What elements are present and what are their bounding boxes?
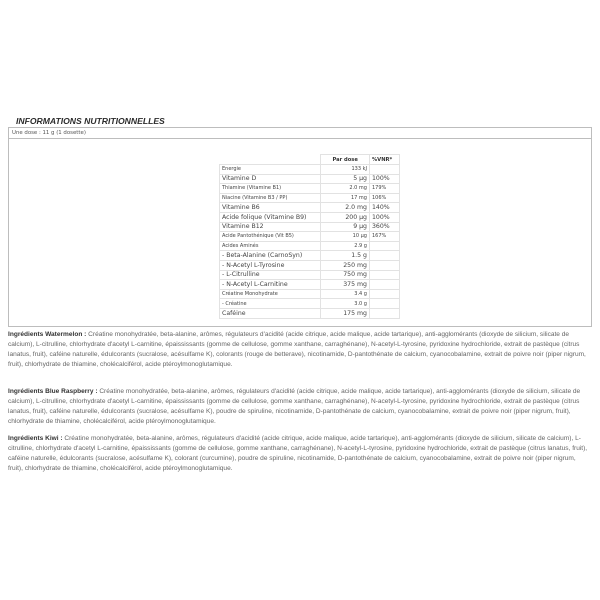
nutrition-row [220,174,400,184]
nutrient-dose: 3.0 g [321,299,370,309]
nutrient-name: Vitamine B6 [220,203,321,213]
nutrient-dose: 133 kJ [321,165,370,175]
nutrient-vnr [369,260,399,270]
nutrient-vnr [369,270,399,280]
nutrition-row [220,289,400,299]
ingredients-kiwi-text: Créatine monohydratée, beta-alanine, arômes, régulateurs d'acidité (acide citrique, acide malique, acide tartarique), anti-agglomérants (dioxyde de silicium, silicate de calcium), L-citrulline, chlorhydrate d'acetyl L-carnitine, épaississants (gomme de cellulose, gomme xanthane, carraghénane), N-acetyl-L-tyrosine, pyridoxine hydrochloride, extrait de pastèque (citrus lanatus, fruit), caféine naturelle, édulcorants (sucralose, acésulfame K), colorant (curcumine), poudre de spiruline, nicotinamide, D-pantothénate de calcium, cyanocobalamine, extrait de poivre noir (piper nigrum, fruit), chlorhydrate de thiamine, cholécalciférol, acide ptéroylmonoglutamique. [8,435,588,472]
nutrient-dose: 9 µg [321,222,370,232]
nutrient-dose: 375 mg [321,280,370,290]
serving-size: Une dose : 11 g (1 dosette) [9,128,591,139]
nutrient-dose: 5 µg [321,174,370,184]
nutrient-name: Thiamine (Vitamine B1) [220,184,321,194]
header-dose: Par dose [321,155,370,165]
nutrition-row [220,308,400,318]
nutrient-dose: 10 µg [321,232,370,242]
ingredients-watermelon [8,330,592,370]
nutrition-section [8,116,592,327]
nutrient-vnr: 100% [369,212,399,222]
nutrient-vnr [369,280,399,290]
ingredients-watermelon-label: Ingrédients Watermelon : [8,331,87,338]
nutrient-dose: 2.9 g [321,241,370,251]
ingredients-blue-raspberry-text: Créatine monohydratée, beta-alanine, arômes, régulateurs d'acidité (acide citrique, acide malique, acide tartarique), anti-agglomérants (dioxyde de silicium, silicate de calcium), L-citrulline, chlorhydrate d'acetyl L-carnitine, épaississants (gomme de cellulose, gomme xanthane, carraghénane), N-acetyl-L-tyrosine, pyridoxine hydrochloride, extrait de pastèque (citrus lanatus, fruit), caféine naturelle, édulcorants (sucralose, acésulfame K), poudre de spiruline, nicotinamide, D-pantothénate de calcium, cyanocobalamine, extrait de poivre noir (piper nigrum, fruit), chlorhydrate de thiamine, cholécalciférol, acide ptéroylmonoglutamique. [8,388,581,425]
nutrient-name: Créatine Monohydrate [220,289,321,299]
nutrition-row [220,232,400,242]
nutrient-name: - Beta-Alanine (CarnoSyn) [220,251,321,261]
ingredients-kiwi-label: Ingrédients Kiwi : [8,435,63,442]
nutrient-name: Acide Pantothénique (Vit B5) [220,232,321,242]
nutrient-dose: 250 mg [321,260,370,270]
ingredients-watermelon-text: Créatine monohydratée, beta-alanine, arômes, régulateurs d'acidité (acide citrique, acide malique, acide tartarique), anti-agglomérants (dioxyde de silicium, silicate de calcium), L-citrulline, chlorhydrate d'acetyl L-carnitine, épaississants (gomme de cellulose, gomme xanthane, carraghénane), N-acetyl-L-tyrosine, pyridoxine hydrochloride, extrait de pastèque (citrus lanatus, fruit), caféine naturelle, édulcorants (sucralose, acésulfame K), colorants (rouge de betterave), nicotinamide, D-pantothénate de calcium, cyanocobalamine, extrait de poivre noir (piper nigrum, fruit), chlorhydrate de thiamine, cholécalciférol, acide ptéroylmonoglutamique. [8,331,586,368]
nutrient-dose: 3.4 g [321,289,370,299]
ingredients-blue-raspberry [8,387,592,427]
nutrient-vnr [369,308,399,318]
nutrition-row [220,260,400,270]
ingredients-blue-raspberry-label: Ingrédients Blue Raspberry : [8,388,98,395]
nutrient-vnr: 167% [369,232,399,242]
nutrition-table-header [220,155,400,165]
nutrient-dose: 750 mg [321,270,370,280]
nutrient-name: Vitamine D [220,174,321,184]
nutrition-table-body [220,165,400,319]
nutrient-vnr: 360% [369,222,399,232]
nutrition-row [220,184,400,194]
nutrition-row [220,193,400,203]
nutrient-name: Energie [220,165,321,175]
nutrient-vnr [369,165,399,175]
header-name [220,155,321,165]
nutrition-box [8,127,592,327]
nutrient-vnr [369,299,399,309]
nutrient-vnr: 100% [369,174,399,184]
nutrition-row [220,280,400,290]
nutrition-row [220,222,400,232]
nutrient-vnr: 140% [369,203,399,213]
nutrient-name: - N-Acetyl L-Carnitine [220,280,321,290]
nutrient-name: Niacine (Vitamine B3 / PP) [220,193,321,203]
nutrient-name: Acides Aminés [220,241,321,251]
nutrient-vnr [369,251,399,261]
nutrient-dose: 2.0 mg [321,203,370,213]
nutrient-name: - N-Acetyl L-Tyrosine [220,260,321,270]
nutrition-row [220,203,400,213]
nutrient-name: Acide folique (Vitamine B9) [220,212,321,222]
nutrient-name: - L-Citrulline [220,270,321,280]
nutrition-row [220,212,400,222]
nutrient-name: - Créatine [220,299,321,309]
nutrient-name: Caféine [220,308,321,318]
ingredients-kiwi [8,434,592,474]
header-vnr: %VNR* [369,155,399,165]
nutrient-vnr [369,241,399,251]
nutrition-title: INFORMATIONS NUTRITIONNELLES [16,116,165,126]
nutrient-vnr: 106% [369,193,399,203]
nutrition-row [220,165,400,175]
nutrition-row [220,241,400,251]
nutrient-dose: 1.5 g [321,251,370,261]
nutrient-dose: 175 mg [321,308,370,318]
nutrient-dose: 2.0 mg [321,184,370,194]
nutrition-row [220,299,400,309]
nutrient-vnr: 179% [369,184,399,194]
nutrient-vnr [369,289,399,299]
nutrition-row [220,251,400,261]
nutrient-dose: 200 µg [321,212,370,222]
nutrient-dose: 17 mg [321,193,370,203]
nutrient-name: Vitamine B12 [220,222,321,232]
nutrition-table [219,154,400,319]
nutrition-row [220,270,400,280]
